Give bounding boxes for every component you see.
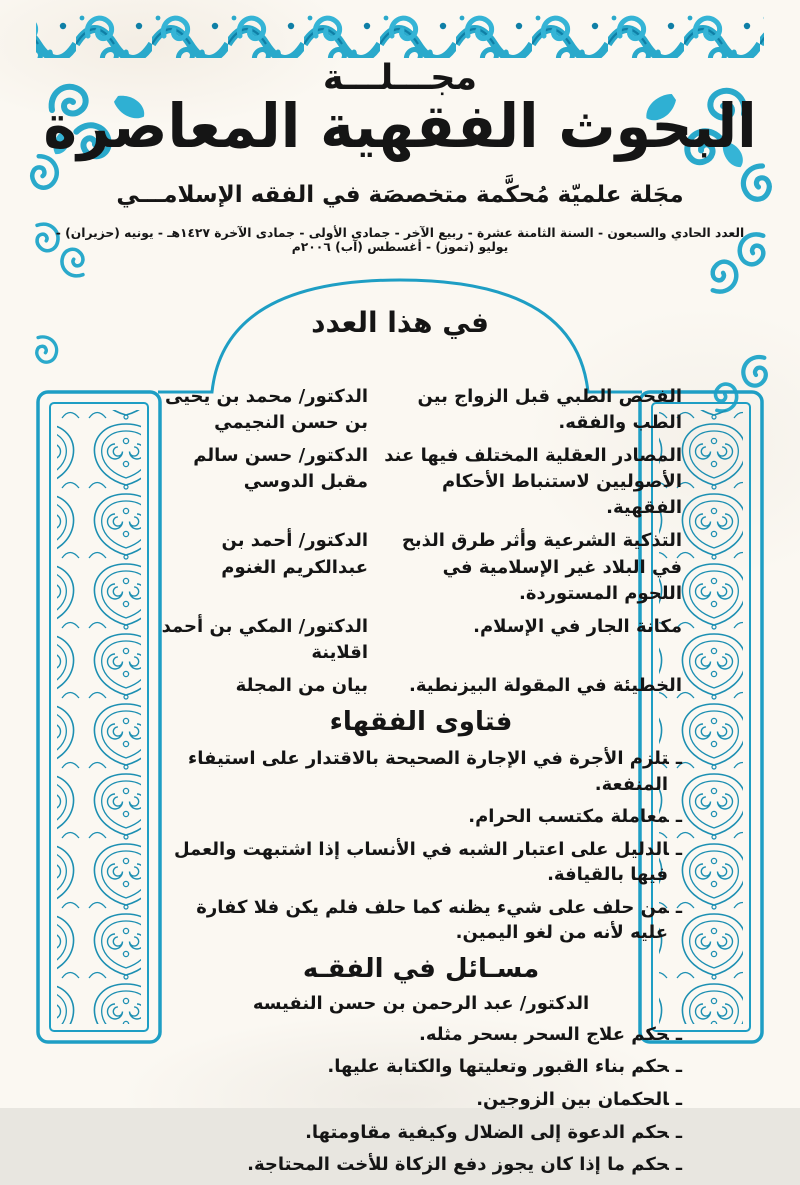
- masail-item: [160, 1087, 682, 1113]
- masail-item-text: حكم علاج السحر بسحر مثله.: [419, 1023, 669, 1045]
- article-title: المصادر العقلية المختلف فيها عند الأصوليين لاستنباط الأحكام الفقهية.: [384, 445, 682, 519]
- article-title: التذكية الشرعية وأثر طرق الذبح في البلاد غير الإسلامية في اللحوم المستوردة.: [401, 530, 682, 604]
- item-dash: ـ: [675, 1088, 682, 1110]
- masail-author-byline: الدكتور/ عبد الرحمن بن حسن النفيسه: [252, 992, 590, 1014]
- article-title: الفحص الطبي قبل الزواج بين الطب والفقه.: [417, 386, 682, 434]
- masthead-word: مجـــلـــة: [322, 58, 478, 98]
- toc-row: [160, 673, 682, 699]
- fatawa-item-text: تلزم الأجرة في الإجارة الصحيحة بالاقتدار على استيفاء المنفعة.: [188, 748, 669, 795]
- fatawa-item-text: الدليل على اعتبار الشبه في الأنساب إذا اشتبهت والعمل فيها بالقيافة.: [173, 838, 669, 886]
- side-panel-left: [38, 392, 160, 1042]
- journal-title: البحوث الفقهية المعاصرة: [43, 92, 757, 162]
- item-dash: ـ: [675, 1056, 682, 1078]
- fatawa-item: [160, 804, 682, 830]
- masail-item-text: حكم ما إذا كان يجوز دفع الزكاة للأخت المحتاجة.: [247, 1154, 669, 1176]
- fatawa-section-heading: فتاوى الفقهاء: [329, 707, 513, 738]
- article-author: بيان من المجلة: [235, 674, 368, 696]
- masail-section-heading: مسـائل في الفقـه: [302, 953, 540, 984]
- masail-item: [160, 1152, 682, 1178]
- article-title: مكانة الجار في الإسلام.: [473, 615, 682, 637]
- fatawa-item-text: معاملة مكتسب الحرام.: [468, 806, 669, 828]
- item-dash: ـ: [675, 838, 682, 860]
- toc-row: [160, 614, 682, 666]
- journal-subtitle: مجَلة علميّة مُحكَّمة متخصصَة في الفقه الإسلامـــي: [116, 182, 684, 208]
- fatawa-item: [160, 895, 682, 946]
- contents-area: [160, 384, 682, 1185]
- item-dash: ـ: [675, 1121, 682, 1143]
- article-author: الدكتور/ أحمد بن عبدالكريم الغنوم: [221, 530, 368, 578]
- article-author: الدكتور/ حسن سالم مقبل الدوسي: [193, 445, 368, 493]
- in-this-issue-heading: في هذا العدد: [311, 306, 489, 339]
- toc-row: [160, 443, 682, 521]
- masail-item: [160, 1120, 682, 1146]
- masail-item-text: حكم الدعوة إلى الضلال وكيفية مقاومتها.: [305, 1121, 669, 1143]
- issue-info-line: العدد الحادي والسبعون - السنة الثامنة عشرة - ربيع الآخر - جمادى الأولى - جمادى الآخرة ١٤٢٧هـ - يونيه (حزيران) - يوليو (تموز) - أغسطس (آب) ٢٠٠٦م: [55, 226, 745, 254]
- fatawa-item: [160, 837, 682, 888]
- item-dash: ـ: [675, 806, 682, 828]
- item-dash: ـ: [675, 1023, 682, 1045]
- article-author: الدكتور/ محمد بن يحيى بن حسن النجيمي: [165, 386, 368, 434]
- masail-item: [160, 1022, 682, 1048]
- toc-row: [160, 528, 682, 606]
- masail-item-text: الحكمان بين الزوجين.: [476, 1088, 669, 1110]
- fatawa-item-text: من حلف على شيء يظنه كما حلف فلم يكن فلا كفارة عليه لأنه من لغو اليمين.: [196, 896, 669, 944]
- article-title: الخطيئة في المقولة البيزنطية.: [409, 674, 682, 696]
- article-author: الدكتور/ المكي بن أحمد اقلاينة: [161, 615, 368, 663]
- masail-item: [160, 1054, 682, 1080]
- toc-row: [160, 384, 682, 436]
- item-dash: ـ: [675, 896, 682, 918]
- fatawa-item: [160, 746, 682, 797]
- item-dash: ـ: [675, 1154, 682, 1176]
- masail-item-text: حكم بناء القبور وتعليتها والكتابة عليها.: [327, 1056, 669, 1078]
- item-dash: ـ: [675, 748, 682, 770]
